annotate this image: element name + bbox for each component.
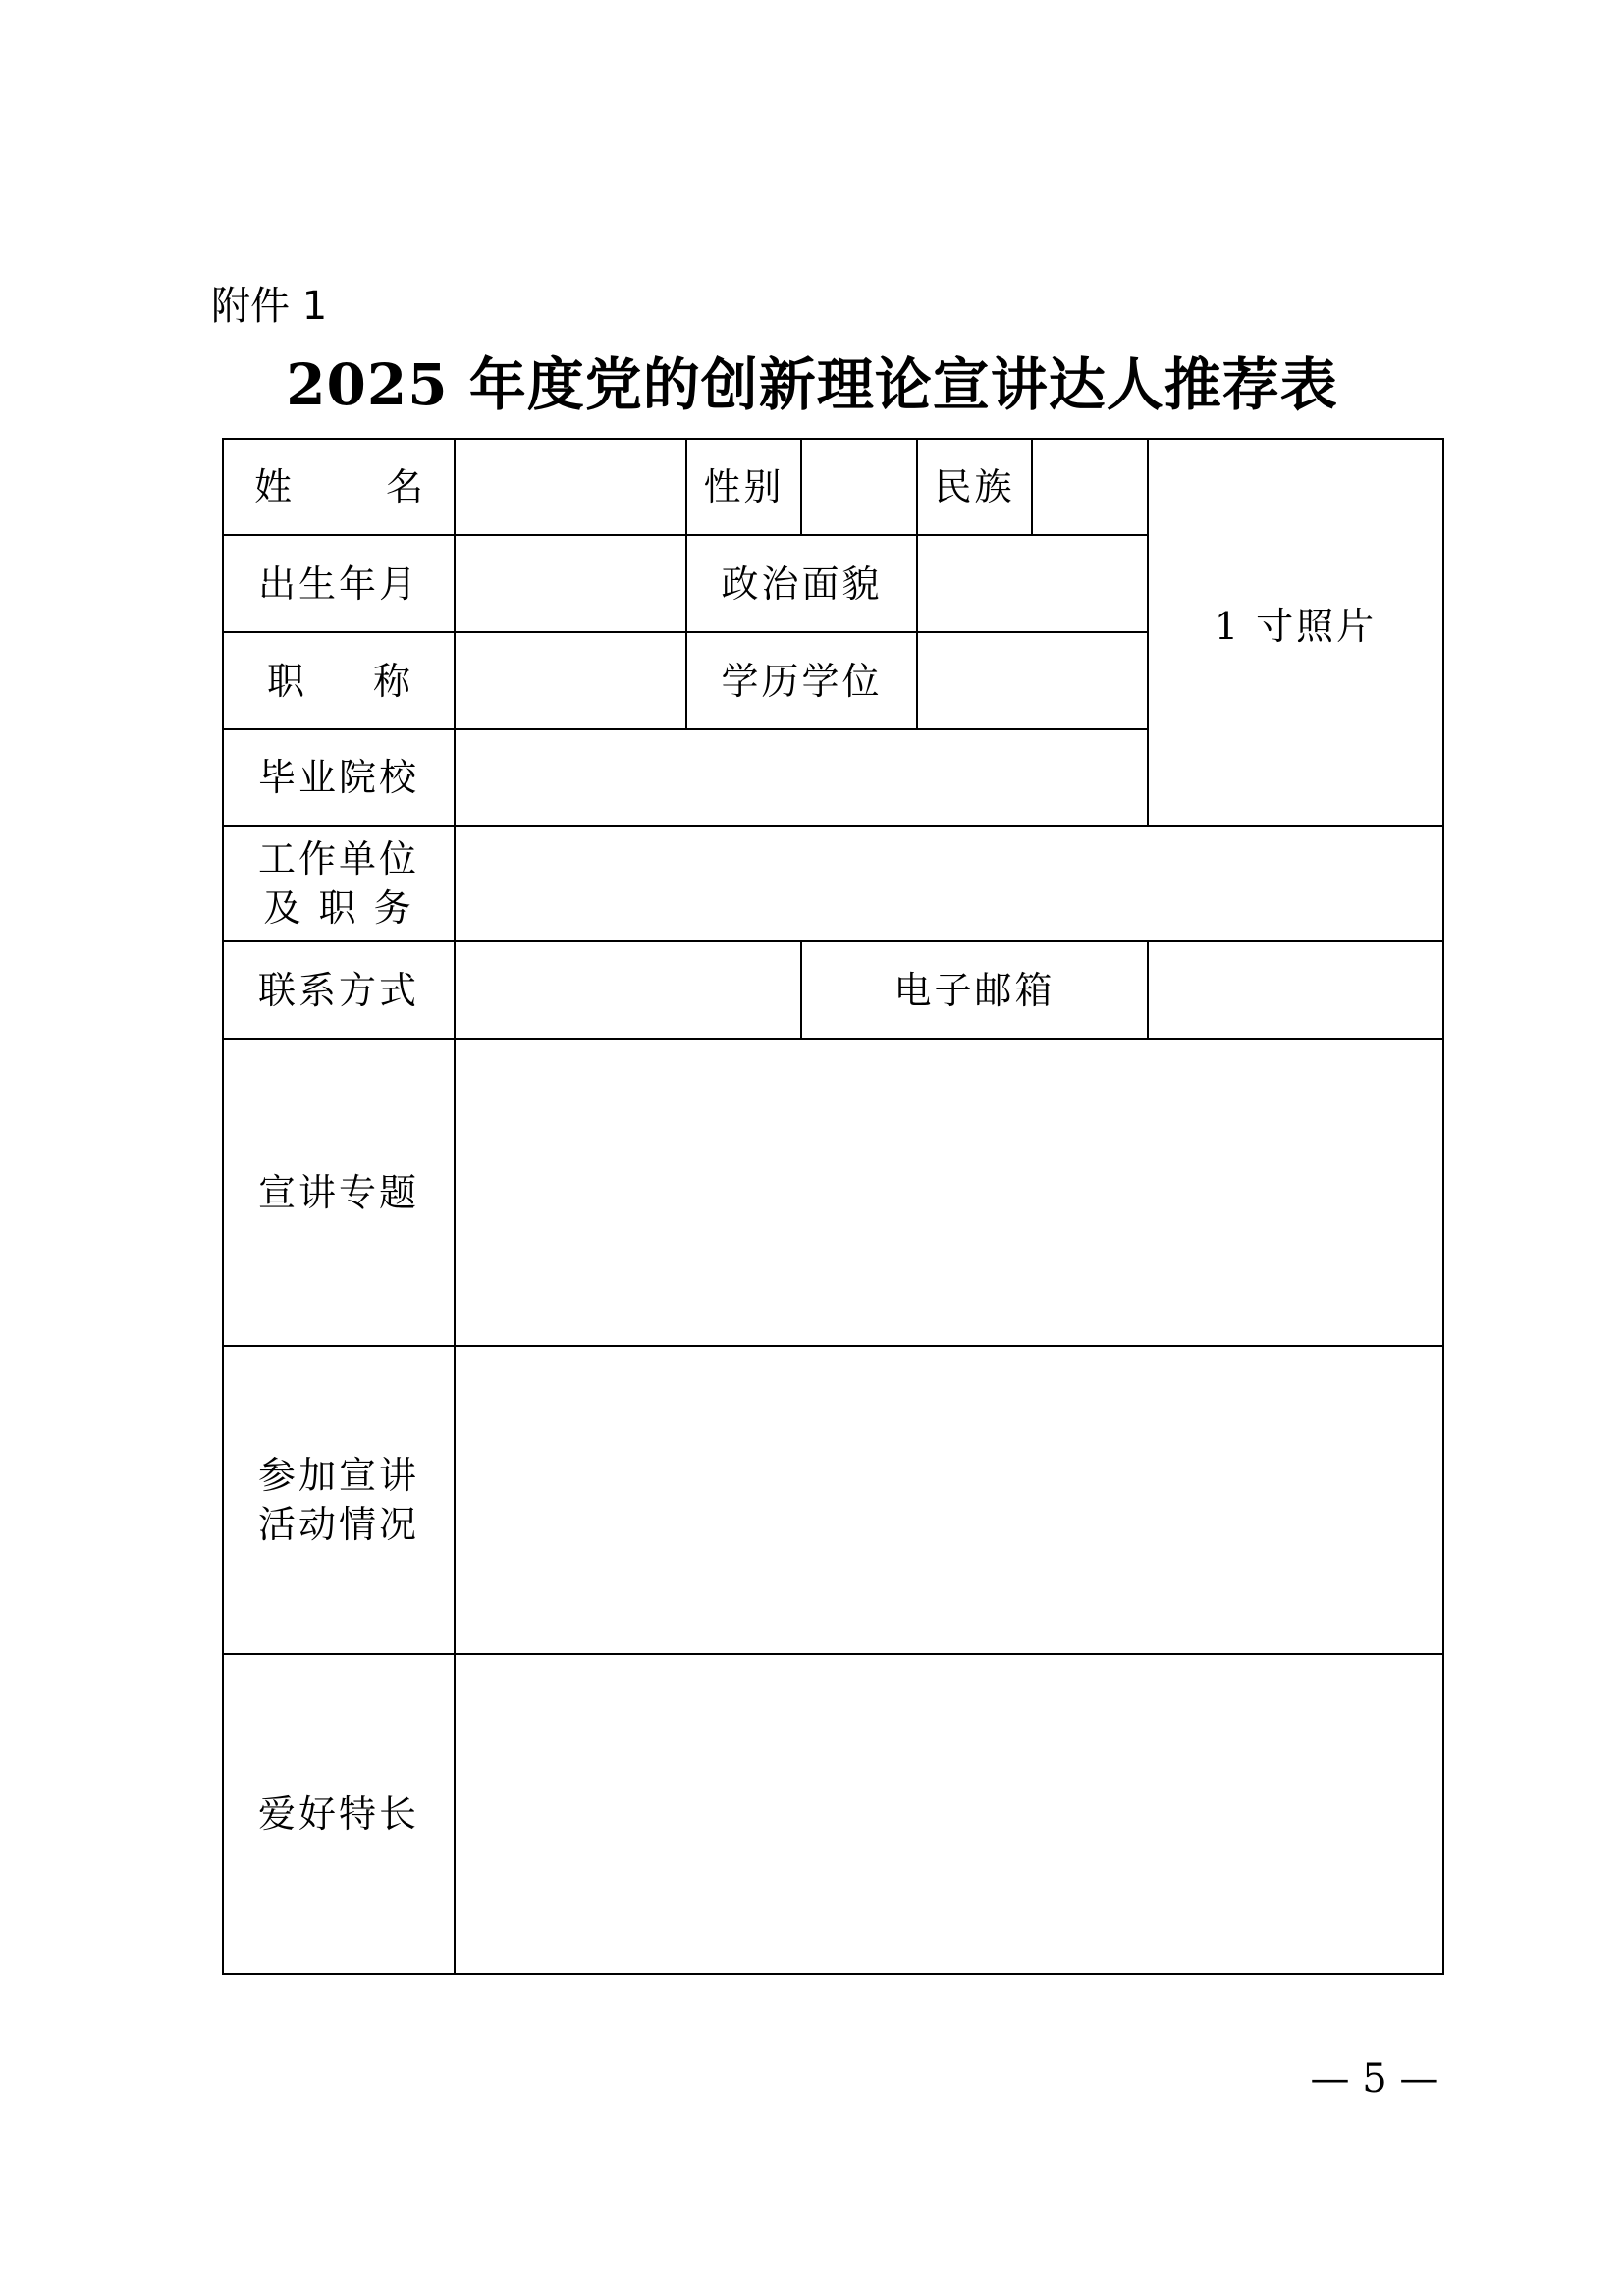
contact-label: 联系方式: [257, 968, 419, 1012]
name-label: [224, 440, 454, 534]
lecture-activities-label-line: 参加宣讲: [257, 1454, 419, 1497]
gender-label: 性别: [703, 465, 785, 508]
name-label-part: 名: [386, 465, 424, 508]
lecture-activities-label-line: 活动情况: [257, 1503, 419, 1546]
photo-placeholder[interactable]: 1 寸照片: [1214, 605, 1378, 648]
birth-date-field[interactable]: [456, 536, 685, 631]
contact-field[interactable]: [456, 942, 800, 1038]
workplace-position-label-line: 及 职 务: [263, 886, 414, 930]
political-status-field[interactable]: [918, 536, 1147, 631]
hobbies-field[interactable]: [456, 1655, 1442, 1973]
attachment-label: 附件 1: [211, 284, 328, 329]
political-status-label: 政治面貌: [721, 561, 883, 606]
professional-title-field[interactable]: [456, 633, 685, 728]
table-border-right: [1442, 438, 1444, 1975]
workplace-position-label-line: 工作单位: [257, 837, 419, 881]
form-title: 2025 年度党的创新理论宣讲达人推荐表: [286, 351, 1338, 418]
graduate-school-label: 毕业院校: [257, 756, 419, 799]
lecture-activities-label: [224, 1347, 454, 1653]
gender-field[interactable]: [802, 440, 916, 534]
professional-title-label-part: 职: [266, 659, 304, 703]
ethnicity-label: 民族: [934, 465, 1015, 508]
ethnicity-field[interactable]: [1033, 440, 1147, 534]
name-label-part: 姓: [253, 465, 292, 508]
education-field[interactable]: [918, 633, 1147, 728]
email-label: 电子邮箱: [893, 968, 1056, 1012]
page-number: — 5 —: [1310, 2056, 1439, 2102]
lecture-topic-label: 宣讲专题: [257, 1170, 419, 1214]
name-field[interactable]: [456, 440, 685, 534]
workplace-position-label: [224, 827, 454, 940]
birth-date-label: 出生年月: [257, 561, 419, 606]
workplace-position-field[interactable]: [456, 827, 1442, 940]
graduate-school-field[interactable]: [456, 730, 1147, 825]
lecture-topic-field[interactable]: [456, 1040, 1442, 1345]
education-label: 学历学位: [721, 659, 883, 703]
email-field[interactable]: [1149, 942, 1442, 1038]
professional-title-label: [224, 633, 454, 728]
table-border-bottom: [222, 1973, 1444, 1975]
professional-title-label-part: 称: [373, 659, 411, 703]
hobbies-label: 爱好特长: [257, 1792, 419, 1836]
lecture-activities-field[interactable]: [456, 1347, 1442, 1653]
